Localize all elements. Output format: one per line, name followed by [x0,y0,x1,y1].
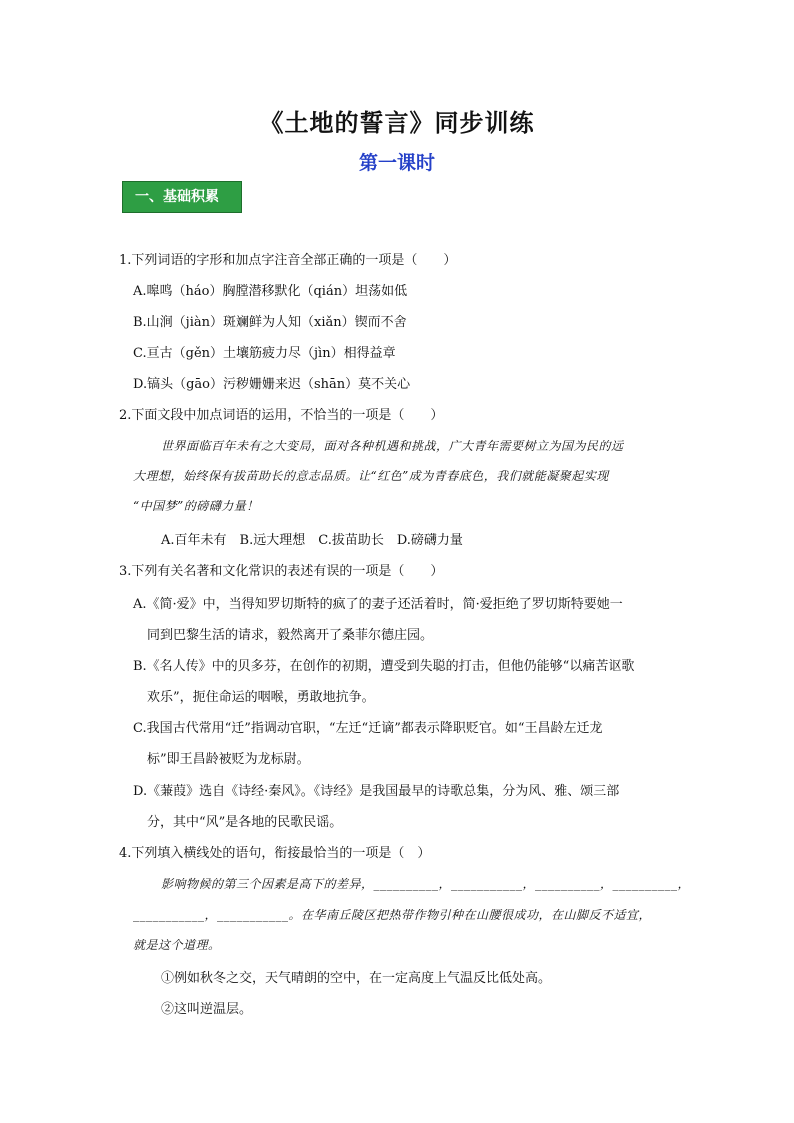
question-2-passage-line: “中国梦”的磅礴力量！ [133,499,259,513]
question-1-option-b: B.山涧（jiàn）斑斓鲜为人知（xiǎn）锲而不舍 [133,315,407,330]
question-3-option-a: A.《简·爱》中，当得知罗切斯特的疯了的妻子还活着时，简·爱拒绝了罗切斯特要她一 [133,597,623,612]
question-4-stem: 4.下列填入横线处的语句，衔接最恰当的一项是（ ） [119,846,431,861]
question-1-stem: 1.下列词语的字形和加点字注音全部正确的一项是（ ） [119,253,457,268]
question-4-passage-line: 影响物候的第三个因素是高下的差异，__________，___________，__________，__________， [161,877,691,891]
question-3-stem: 3.下列有关名著和文化常识的表述有误的一项是（ ） [119,564,444,579]
question-1-option-d: D.镐头（gāo）污秽姗姗来迟（shān）莫不关心 [133,377,411,392]
question-4-passage-line: ___________，___________。在华南丘陵区把热带作物引种在山腰很成功，在山脚反不适宜， [133,908,652,922]
question-3-option-c: C.我国古代常用“迁”指调动官职，“左迁“迁谪”都表示降职贬官。如“王昌龄左迁龙 [133,721,603,736]
section-heading: 一、基础积累 [122,181,242,213]
lesson-subtitle: 第一课时 [358,152,435,174]
question-3-option-a-cont: 同到巴黎生活的请求，毅然离开了桑菲尔德庄园。 [147,628,434,643]
question-2-stem: 2.下面文段中加点词语的运用，不恰当的一项是（ ） [119,408,444,423]
question-4-item-1: ①例如秋冬之交，天气晴朗的空中，在一定高度上气温反比低处高。 [161,971,552,986]
question-2-passage-line: 世界面临百年未有之大变局，面对各种机遇和挑战，广大青年需要树立为国为民的远 [161,439,624,453]
question-4-passage-line: 就是这个道理。 [133,938,221,952]
question-4-item-2: ②这叫逆温层。 [161,1002,253,1017]
document-title: 《土地的誓言》同步训练 [259,109,535,137]
question-3-option-d-cont: 分，其中“风”是各地的民歌民谣。 [147,815,343,830]
question-3-option-d: D.《蒹葭》选自《诗经·秦风》。《诗经》是我国最早的诗歌总集，分为风、雅、颂三部 [133,784,620,799]
question-3-option-c-cont: 标”即王昌龄被贬为龙标尉。 [147,752,310,767]
question-2-passage-line: 大理想，始终保有拔苗助长的意志品质。让“红色”成为青春底色，我们就能凝聚起实现 [133,469,609,483]
question-3-option-b-cont: 欢乐”，扼住命运的咽喉，勇敢地抗争。 [147,690,375,705]
question-1-option-c: C.亘古（gěn）土壤筋疲力尽（jìn）相得益章 [133,346,396,361]
question-3-option-b: B.《名人传》中的贝多芬，在创作的初期，遭受到失聪的打击，但他仍能够“以痛苦讴歌 [133,659,635,674]
question-1-option-a: A.嗥鸣（háo）胸膛潜移默化（qián）坦荡如低 [133,284,408,299]
question-2-options: A.百年未有 B.远大理想 C.拔苗助长 D.磅礴力量 [161,533,463,548]
